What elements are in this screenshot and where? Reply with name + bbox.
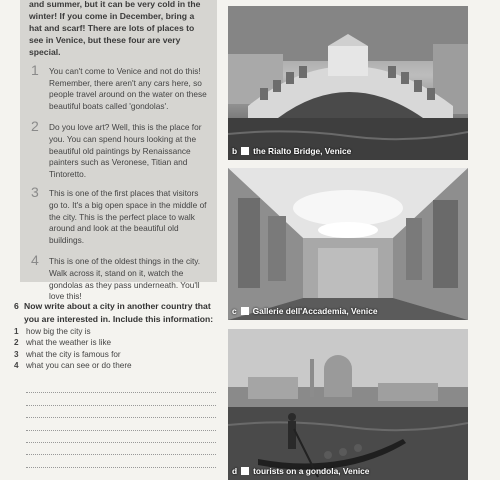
exercise-instruction <box>14 300 219 325</box>
writing-line[interactable] <box>26 406 216 418</box>
exercise-instruction-text: Now write about a city in another country that you are interested in. Include this information: <box>24 301 214 324</box>
list-item-text: what the weather is like <box>26 338 112 348</box>
writing-line[interactable] <box>26 431 216 443</box>
paragraph-number: 3 <box>31 184 39 201</box>
paragraph-number: 1 <box>31 62 39 78</box>
list-item-number: 1 <box>14 327 19 336</box>
list-item <box>14 360 219 371</box>
list-item-text: what you can see or do there <box>26 361 132 371</box>
photo-caption <box>232 306 378 316</box>
paragraph-2 <box>29 118 209 180</box>
paragraph-text: This is one of the first places that visitors go to. It's a big open space in the middle of the city. This is the perfect place to walk around and look at the beautiful old buildings. <box>49 188 207 245</box>
paragraph-1 <box>29 62 209 112</box>
exercise-6 <box>14 300 219 372</box>
writing-line[interactable] <box>26 418 216 430</box>
answer-checkbox[interactable] <box>241 147 249 155</box>
photo-rialto-bridge <box>228 6 468 160</box>
caption-letter: c <box>232 306 237 316</box>
answer-checkbox[interactable] <box>241 467 249 475</box>
photo-gallerie-accademia <box>228 168 468 320</box>
list-item-text: what the city is famous for <box>26 349 121 359</box>
list-item <box>14 326 219 337</box>
exercise-number: 6 <box>14 301 19 311</box>
writing-line[interactable] <box>26 443 216 455</box>
answer-checkbox[interactable] <box>241 307 249 315</box>
paragraph-text: You can't come to Venice and not do this! Remember, there aren't any cars here, so people travel around on the water on these beautiful boats called 'gondolas'. <box>49 66 207 111</box>
paragraph-number: 2 <box>31 118 39 135</box>
list-item-text: how big the city is <box>26 327 91 336</box>
list-item-number: 2 <box>14 338 19 348</box>
photo-caption <box>232 146 351 156</box>
caption-text: tourists on a gondola, Venice <box>253 466 370 476</box>
list-item-number: 4 <box>14 361 19 371</box>
paragraph-text: This is one of the oldest things in the city. Walk across it, stand on it, watch the gondolas as they pass underneath. You'll love this! <box>49 256 201 302</box>
caption-letter: b <box>232 146 238 156</box>
writing-lines[interactable] <box>26 381 216 468</box>
reading-intro: and summer, but it can be very cold in the winter! If you come in December, bring a hat and scarf! There are lots of places to see in Venice, but these four are very special. <box>29 0 201 57</box>
paragraph-text: Do you love art? Well, this is the place for you. You can spend hours looking at the beautiful old paintings by Renaissance painters such as Veronese, Titian and Tintoretto. <box>49 122 202 179</box>
info-list <box>14 326 219 372</box>
paragraph-number: 4 <box>31 252 39 269</box>
paragraph-3 <box>29 184 209 246</box>
writing-line[interactable] <box>26 393 216 405</box>
rialto-bridge-illustration <box>228 6 468 160</box>
photo-caption <box>232 466 369 476</box>
caption-letter: d <box>232 466 238 476</box>
photo-gondola <box>228 329 468 480</box>
caption-text: the Rialto Bridge, Venice <box>253 146 352 156</box>
gondola-illustration <box>228 329 468 480</box>
list-item-number: 3 <box>14 349 19 359</box>
list-item <box>14 349 219 360</box>
writing-line[interactable] <box>26 455 216 467</box>
list-item <box>14 337 219 348</box>
gallery-illustration <box>228 168 468 320</box>
paragraph-4 <box>29 252 209 302</box>
reading-text-box <box>20 0 217 302</box>
caption-text: Gallerie dell'Accademia, Venice <box>252 306 378 316</box>
writing-line[interactable] <box>26 381 216 393</box>
